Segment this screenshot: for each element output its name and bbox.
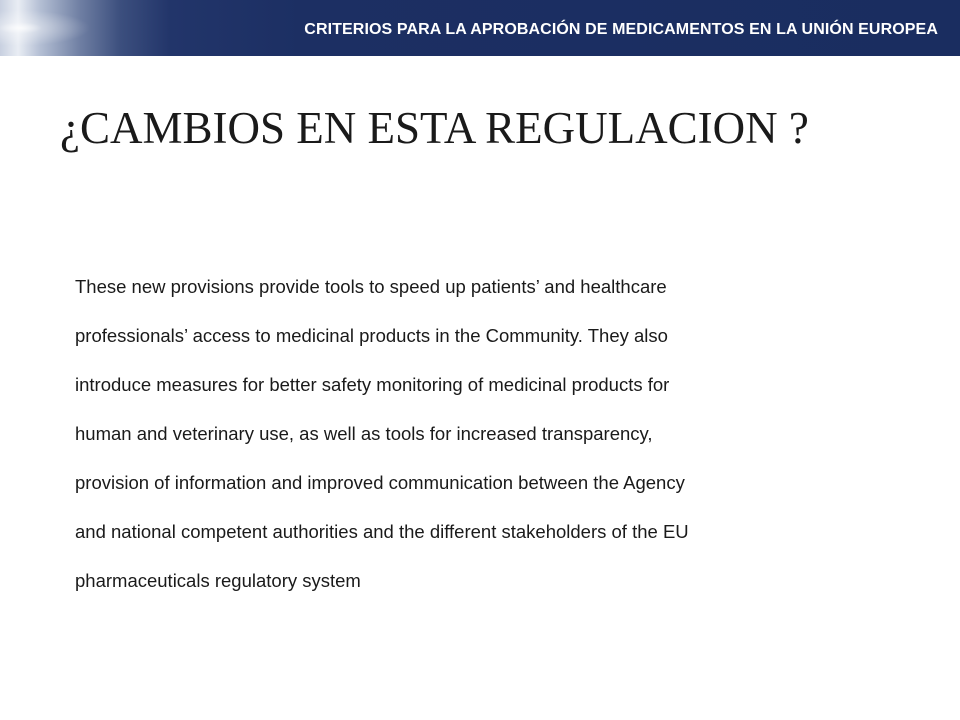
body-line: and national competent authorities and the different stakeholders of the EU: [75, 521, 689, 542]
body-line: provision of information and improved communication between the Agency: [75, 472, 685, 493]
header-title: CRITERIOS PARA LA APROBACIÓN DE MEDICAMENTOS EN LA UNIÓN EUROPEA: [304, 21, 938, 38]
body-line: These new provisions provide tools to speed up patients’ and healthcare: [75, 276, 667, 297]
header-band: [0, 0, 960, 56]
body-line: human and veterinary use, as well as tools for increased transparency,: [75, 423, 653, 444]
body-line: professionals’ access to medicinal products in the Community. They also: [75, 325, 668, 346]
slide-title: ¿CAMBIOS EN ESTA REGULACION ?: [60, 103, 809, 153]
body-paragraph: [75, 262, 895, 605]
body-line: pharmaceuticals regulatory system: [75, 570, 361, 591]
body-line: introduce measures for better safety monitoring of medicinal products for: [75, 374, 670, 395]
